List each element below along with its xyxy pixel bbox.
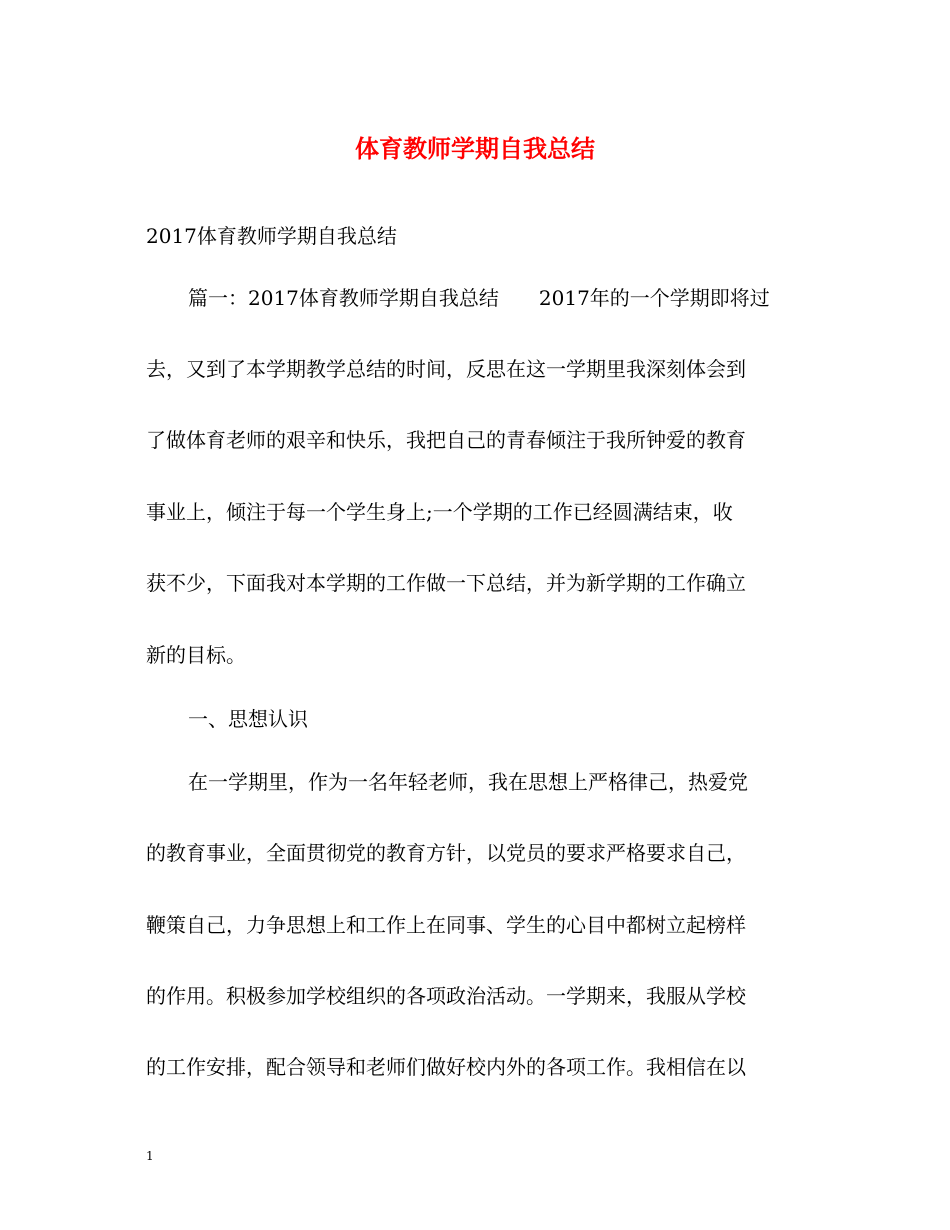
document-subtitle: 2017体育教师学期自我总结: [146, 224, 397, 248]
paragraph-line: 在一学期里，作为一名年轻老师，我在思想上严格律己，热爱党: [188, 770, 748, 794]
paragraph-line: 的作用。积极参加学校组织的各项政治活动。一学期来，我服从学校: [146, 984, 746, 1008]
paragraph-line: 获不少，下面我对本学期的工作做一下总结，并为新学期的工作确立: [146, 571, 746, 595]
paragraph-line: 了做体育老师的艰辛和快乐，我把自己的青春倾注于我所钟爱的教育: [146, 428, 746, 452]
page-number: 1: [146, 1149, 154, 1163]
paragraph-line: 的工作安排，配合领导和老师们做好校内外的各项工作。我相信在以: [146, 1055, 746, 1079]
paragraph-line: 篇一：2017体育教师学期自我总结 2017年的一个学期即将过: [188, 286, 770, 310]
section-heading: 一、思想认识: [188, 707, 308, 731]
paragraph-line: 事业上，倾注于每一个学生身上;一个学期的工作已经圆满结束，收: [146, 500, 733, 524]
paragraph-line: 的教育事业，全面贯彻党的教育方针，以党员的要求严格要求自己，: [146, 841, 746, 865]
paragraph-line: 去，又到了本学期教学总结的时间，反思在这一学期里我深刻体会到: [146, 357, 746, 381]
paragraph-line: 新的目标。: [146, 643, 246, 667]
paragraph-line: 鞭策自己，力争思想上和工作上在同事、学生的心目中都树立起榜样: [146, 913, 746, 937]
document-title: 体育教师学期自我总结: [355, 134, 595, 163]
